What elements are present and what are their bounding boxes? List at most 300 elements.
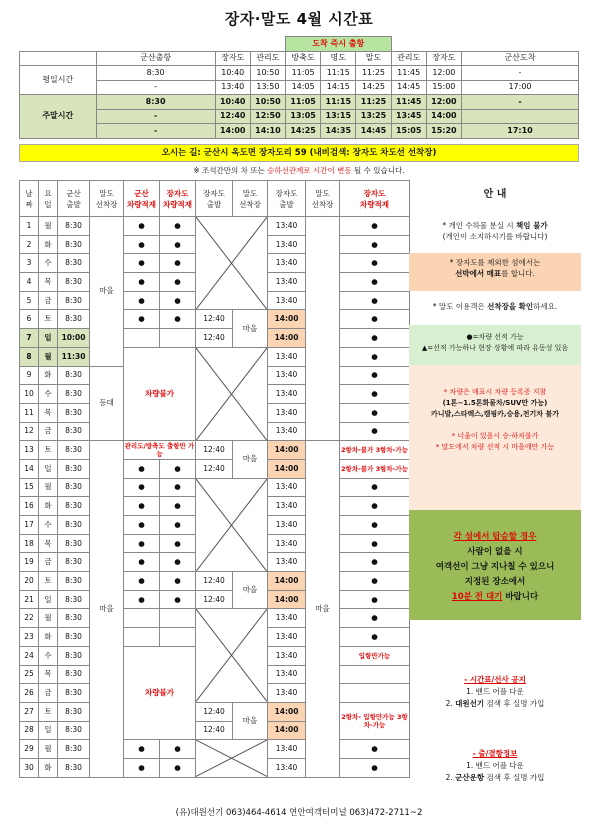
weekday-cell: 일	[39, 459, 58, 478]
weekday-row	[20, 66, 579, 81]
time-cell: 15:05	[391, 124, 426, 139]
jangja-departure-2: 14:00	[268, 721, 306, 740]
date-cell: 17	[20, 516, 39, 535]
notice-text: 바랍니다	[502, 592, 539, 602]
weekday-cell: 일	[39, 329, 58, 348]
time-cell: 14:25	[356, 80, 391, 95]
car-dot: ●	[340, 572, 410, 591]
weekday-cell: 수	[39, 516, 58, 535]
jangja-departure-2: 13:40	[268, 347, 306, 366]
time-cell: 13:25	[356, 109, 391, 124]
car-dot: ●	[160, 758, 196, 777]
notice-text: 검색 후 실명 가입	[484, 699, 545, 708]
date-cell: 3	[20, 254, 39, 273]
car-dot: ●	[160, 478, 196, 497]
departure-time-cell: 11:30	[58, 347, 90, 366]
time-cell: 10:40	[215, 95, 250, 110]
jangja-departure-2: 13:40	[268, 478, 306, 497]
car-dot: ●	[340, 273, 410, 292]
car-dot: ●	[124, 291, 160, 310]
jangja-departure-2: 13:40	[268, 291, 306, 310]
car-dot: ●	[160, 516, 196, 535]
time-cell: 14:00	[426, 109, 461, 124]
jangja-departure-2: 13:40	[268, 254, 306, 273]
schedule-header: 장자도 차량적재	[340, 181, 410, 217]
time-cell: -	[96, 109, 215, 124]
date-cell: 14	[20, 459, 39, 478]
notice-text: 지정된 장소에서	[464, 577, 526, 587]
car-dot: ●	[340, 628, 410, 647]
car-dot: ●	[160, 310, 196, 329]
dock-cell	[306, 217, 340, 441]
schedule-header: 장자도 출발	[196, 181, 233, 217]
car-empty	[124, 609, 160, 628]
car-restriction: 2항차-불가 3항차-가능	[340, 441, 410, 460]
car-dot: ●	[340, 329, 410, 348]
car-dot: ●	[124, 310, 160, 329]
notice-red: * 너울이 있을시 승·하차불가	[451, 432, 539, 440]
time-cell: 8:30	[96, 66, 215, 81]
car-dot: ●	[124, 273, 160, 292]
car-dot: ●	[340, 740, 410, 759]
time-cell: 12:00	[426, 66, 461, 81]
weekday-cell: 토	[39, 702, 58, 721]
notice-text: 2.	[445, 773, 456, 782]
schedule-header: 요 일	[39, 181, 58, 217]
top-header-row	[20, 51, 579, 66]
dock-cell: 등대	[90, 366, 124, 441]
time-cell: -	[461, 95, 578, 110]
notice-text: 검색 후 실명 가입	[484, 773, 545, 782]
departure-time-cell: 8:30	[58, 254, 90, 273]
time-cell: 14:05	[286, 80, 321, 95]
notice-text: 2.	[445, 699, 456, 708]
departure-time-cell: 8:30	[58, 684, 90, 703]
time-cell: 13:15	[321, 109, 356, 124]
weekday-label: 평일시간	[20, 66, 97, 95]
departure-time-cell: 8:30	[58, 740, 90, 759]
time-cell: 14:15	[321, 80, 356, 95]
departure-time-cell: 8:30	[58, 758, 90, 777]
car-not-allowed: 차량불가	[124, 646, 196, 739]
date-cell: 26	[20, 684, 39, 703]
weekday-cell: 금	[39, 553, 58, 572]
time-cell: 14:45	[391, 80, 426, 95]
departure-time-cell: 8:30	[58, 459, 90, 478]
jangja-departure-2: 13:40	[268, 403, 306, 422]
car-dot: ●	[160, 254, 196, 273]
notice-red: - 출/결항정보	[472, 749, 518, 758]
header-cell: 군산도착	[461, 51, 578, 66]
dock-cell: 마을	[306, 441, 340, 777]
car-restriction: 2항차- 입항만가능 3항차-가능	[340, 702, 410, 739]
weekday-cell: 화	[39, 758, 58, 777]
weekday-cell: 수	[39, 385, 58, 404]
time-cell: 13:45	[391, 109, 426, 124]
time-cell: 11:45	[391, 95, 426, 110]
departure-time-cell: 8:30	[58, 609, 90, 628]
note-text: 될 수 있습니다.	[351, 166, 405, 175]
jangja-departure-2: 13:40	[268, 646, 306, 665]
car-dot: ●	[340, 366, 410, 385]
weekday-cell: 월	[39, 478, 58, 497]
jangja-departure-2: 13:40	[268, 422, 306, 441]
car-dot: ●	[160, 572, 196, 591]
notice-maldo-dock	[409, 301, 581, 312]
schedule-row	[20, 478, 410, 497]
date-cell: 30	[20, 758, 39, 777]
car-dot: ●	[340, 217, 410, 236]
date-cell: 13	[20, 441, 39, 460]
notice-boarding	[409, 510, 581, 620]
notice-emphasis: 선착장을 확인	[487, 302, 534, 311]
car-restriction: 입항만가능	[340, 646, 410, 665]
header-cell: 관리도	[391, 51, 426, 66]
departure-time-cell: 8:30	[58, 366, 90, 385]
dock-cell: 마을	[90, 217, 124, 367]
dock-cell: 마을	[90, 441, 124, 777]
no-service-cross	[196, 348, 267, 440]
time-cell: 15:20	[426, 124, 461, 139]
departure-time-cell: 8:30	[58, 497, 90, 516]
notice-text: 여객선이 그냥 지나칠 수 있으니	[435, 562, 555, 572]
departure-time-cell: 8:30	[58, 590, 90, 609]
schedule-header: 말도 선착장	[306, 181, 340, 217]
time-cell: -	[461, 66, 578, 81]
weekday-cell: 화	[39, 235, 58, 254]
date-cell: 9	[20, 366, 39, 385]
jangja-departure-2: 13:40	[268, 273, 306, 292]
car-dot: ●	[340, 553, 410, 572]
weekend-row	[20, 124, 579, 139]
car-dot: ●	[160, 291, 196, 310]
no-service-cell	[196, 347, 268, 440]
header-cell: 군산출항	[96, 51, 215, 66]
header-cell: 장자도	[215, 51, 250, 66]
no-service-cross	[196, 740, 267, 776]
departure-time-cell: 8:30	[58, 516, 90, 535]
schedule-header: 장자도 차량적재	[160, 181, 196, 217]
header-cell: 말도	[356, 51, 391, 66]
date-cell: 29	[20, 740, 39, 759]
no-service-cross	[196, 217, 267, 309]
jangja-departure-2: 13:40	[268, 628, 306, 647]
weekday-cell: 수	[39, 646, 58, 665]
jangja-departure: 12:40	[196, 702, 233, 721]
jangja-departure: 12:40	[196, 721, 233, 740]
no-service-cell	[196, 478, 268, 571]
arrival-banner: 도착 즉시 출항	[286, 37, 392, 52]
date-cell: 28	[20, 721, 39, 740]
time-cell: 10:40	[215, 66, 250, 81]
weekday-cell: 토	[39, 572, 58, 591]
notice-emphasis: 대원선기	[455, 699, 485, 708]
jangja-departure-2: 14:00	[268, 310, 306, 329]
jangja-departure-2: 13:40	[268, 534, 306, 553]
schedule-header: 날 짜	[20, 181, 39, 217]
no-service-cell	[196, 217, 268, 310]
departure-time-cell: 8:30	[58, 665, 90, 684]
notice-vehicle	[409, 365, 581, 510]
jangja-departure: 12:40	[196, 441, 233, 460]
car-dot: ●	[124, 516, 160, 535]
car-dot: ●	[340, 590, 410, 609]
departure-time-cell: 8:30	[58, 478, 90, 497]
page-title: 장자·말도 4월 시간표	[224, 10, 374, 28]
date-cell: 11	[20, 403, 39, 422]
time-cell: 12:40	[215, 109, 250, 124]
jangja-departure-2: 14:00	[268, 702, 306, 721]
notice-luggage	[409, 220, 581, 242]
time-cell: 13:50	[250, 80, 285, 95]
weekday-cell: 토	[39, 310, 58, 329]
notice-title: 안 내	[483, 189, 507, 200]
header-cell: 장자도	[426, 51, 461, 66]
jangja-departure-2: 14:00	[268, 441, 306, 460]
car-dot: ●	[124, 590, 160, 609]
car-empty	[340, 665, 410, 684]
departure-time-cell: 8:30	[58, 441, 90, 460]
jangja-departure-2: 13:40	[268, 758, 306, 777]
time-cell: 12:50	[250, 109, 285, 124]
car-empty	[124, 628, 160, 647]
notice-emphasis: 선박에서 매표	[455, 269, 502, 278]
car-dot: ●	[160, 740, 196, 759]
departure-time-cell: 8:30	[58, 646, 90, 665]
car-dot: ●	[340, 478, 410, 497]
time-cell	[461, 109, 578, 124]
notice-panel	[409, 180, 581, 800]
car-dot: ●	[124, 217, 160, 236]
notice-emphasis: 책임 불가	[516, 221, 548, 230]
car-dot: ●	[340, 497, 410, 516]
time-cell: 17:10	[461, 124, 578, 139]
time-cell: 14:45	[356, 124, 391, 139]
car-dot: ●	[124, 478, 160, 497]
car-dot: ●	[160, 590, 196, 609]
date-cell: 8	[20, 347, 39, 366]
schedule-header: 군산 출발	[58, 181, 90, 217]
weekday-cell: 토	[39, 441, 58, 460]
jangja-departure-2: 13:40	[268, 235, 306, 254]
date-cell: 7	[20, 329, 39, 348]
weekday-cell: 일	[39, 721, 58, 740]
schedule-header: 군산 차량적재	[124, 181, 160, 217]
notice-text: * 장자도를 제외한 섬에서는	[449, 258, 541, 267]
departure-time-cell: 8:30	[58, 572, 90, 591]
jangja-departure-2: 13:40	[268, 609, 306, 628]
dock-cell: 마을	[233, 310, 268, 347]
departure-time-cell: 8:30	[58, 553, 90, 572]
schedule-header: 장자도 출발	[268, 181, 306, 217]
notice-ticketing	[409, 253, 581, 291]
weekday-cell: 화	[39, 497, 58, 516]
notice-text: * 개인 수하물 분실 시	[442, 221, 517, 230]
notice-band-operation	[409, 748, 581, 784]
car-dot: ●	[124, 235, 160, 254]
time-cell: 11:05	[286, 95, 321, 110]
time-cell: 11:45	[391, 66, 426, 81]
car-dot: ●	[160, 459, 196, 478]
departure-time-cell: 8:30	[58, 235, 90, 254]
jangja-departure-2: 14:00	[268, 459, 306, 478]
car-dot: ●	[340, 516, 410, 535]
time-cell: 17:00	[461, 80, 578, 95]
header-cell: 방축도	[286, 51, 321, 66]
jangja-departure-2: 14:00	[268, 329, 306, 348]
schedule-header: 말도 선착장	[90, 181, 124, 217]
car-dot: ●	[124, 497, 160, 516]
car-dot: ●	[160, 273, 196, 292]
jangja-departure: 12:40	[196, 459, 233, 478]
schedule-row	[20, 740, 410, 759]
car-empty	[160, 609, 196, 628]
weekday-cell: 금	[39, 684, 58, 703]
header-cell: 관리도	[250, 51, 285, 66]
notice-emphasis: 군산운항	[455, 773, 485, 782]
notice-red: - 시간표/선사 공지	[464, 675, 526, 684]
date-cell: 15	[20, 478, 39, 497]
car-dot: ●	[340, 291, 410, 310]
notice-text: 를 합니다.	[501, 269, 535, 278]
car-empty	[340, 684, 410, 703]
departure-time-cell: 8:30	[58, 273, 90, 292]
jangja-departure-2: 13:40	[268, 684, 306, 703]
time-cell: 11:05	[286, 66, 321, 81]
weekday-cell: 월	[39, 217, 58, 236]
weekday-cell: 화	[39, 628, 58, 647]
notice-emphasis: (1톤~1.5톤화물차/SUV만 가능)	[442, 399, 548, 407]
time-cell: 11:25	[356, 66, 391, 81]
car-dot: ●	[340, 758, 410, 777]
time-cell: 11:15	[321, 95, 356, 110]
time-cell: 14:10	[250, 124, 285, 139]
date-cell: 2	[20, 235, 39, 254]
car-not-allowed: 차량불가	[124, 347, 196, 440]
car-dot: ●	[340, 235, 410, 254]
time-cell: 14:00	[215, 124, 250, 139]
date-cell: 25	[20, 665, 39, 684]
jangja-departure-2: 14:00	[268, 572, 306, 591]
date-cell: 21	[20, 590, 39, 609]
address-banner: 오시는 길: 군산시 옥도면 장자도리 59 (내비검색: 장자도 차도선 선착장)	[19, 144, 579, 162]
weekend-row	[20, 95, 579, 110]
weekday-cell: 목	[39, 273, 58, 292]
car-dot: ●	[340, 534, 410, 553]
schedule-row	[20, 590, 410, 609]
car-empty	[160, 329, 196, 348]
jangja-departure-2: 13:40	[268, 665, 306, 684]
notice-red: 10분 전 대기	[451, 592, 503, 602]
jangja-departure-2: 14:00	[268, 590, 306, 609]
legend-dot-text: ●=차량 선적 가능	[466, 333, 524, 341]
time-cell: 12:00	[426, 95, 461, 110]
car-dot: ●	[340, 310, 410, 329]
schedule-row	[20, 217, 410, 236]
date-cell: 27	[20, 702, 39, 721]
car-dot: ●	[124, 740, 160, 759]
jangja-departure-2: 13:40	[268, 553, 306, 572]
departure-time-cell: 8:30	[58, 721, 90, 740]
no-service-cell	[196, 609, 268, 702]
weekday-row	[20, 80, 579, 95]
date-cell: 16	[20, 497, 39, 516]
jangja-departure-2: 13:40	[268, 497, 306, 516]
car-dot: ●	[340, 254, 410, 273]
date-cell: 10	[20, 385, 39, 404]
weekday-cell: 목	[39, 665, 58, 684]
car-dot: ●	[160, 553, 196, 572]
jangja-departure: 12:40	[196, 590, 233, 609]
dock-cell: 마을	[233, 702, 268, 739]
date-cell: 4	[20, 273, 39, 292]
car-restriction: 관리도/방축도 출항만 가능	[124, 442, 195, 459]
car-dot: ●	[124, 534, 160, 553]
note-text: ※ 조석간만의 차 또는	[193, 166, 268, 175]
departure-time-cell: 8:30	[58, 310, 90, 329]
jangja-departure: 12:40	[196, 310, 233, 329]
weekend-label: 주말시간	[20, 95, 97, 139]
car-dot: ●	[124, 758, 160, 777]
date-cell: 22	[20, 609, 39, 628]
time-change-note	[0, 165, 598, 176]
notice-emphasis: 카니발,스타렉스,캠핑카,승용,전기차 불가	[430, 410, 560, 418]
notice-legend	[409, 325, 581, 365]
car-dot: ●	[160, 534, 196, 553]
car-empty	[160, 628, 196, 647]
departure-time-cell: 8:30	[58, 628, 90, 647]
car-empty	[124, 329, 160, 348]
departure-time-cell: 8:30	[58, 385, 90, 404]
legend-triangle-text: ▲=선적 가능하나 현장 상황에 따라 유동성 있음	[421, 344, 569, 352]
weekend-row	[20, 109, 579, 124]
no-service-cell	[196, 740, 268, 777]
time-cell: -	[96, 124, 215, 139]
departure-time-cell: 8:30	[58, 534, 90, 553]
time-cell: 11:15	[321, 66, 356, 81]
date-cell: 12	[20, 422, 39, 441]
notice-text: 사람이 없을 시	[467, 547, 523, 557]
car-dot: ●	[160, 217, 196, 236]
time-cell: 13:40	[215, 80, 250, 95]
notice-text: * 말도 이용객은	[432, 302, 488, 311]
notice-red: 각 섬에서 탑승할 경우	[453, 532, 537, 542]
jangja-departure: 12:40	[196, 329, 233, 348]
date-cell: 20	[20, 572, 39, 591]
notice-red: * 차량은 매표시 차량 등록증 지참	[443, 388, 547, 396]
weekday-cell: 월	[39, 609, 58, 628]
time-cell: 15:00	[426, 80, 461, 95]
schedule-row	[20, 441, 410, 460]
schedule-row	[20, 329, 410, 348]
date-cell: 19	[20, 553, 39, 572]
no-service-cross	[196, 479, 267, 571]
car-dot: ●	[124, 572, 160, 591]
schedule-row	[20, 572, 410, 591]
car-dot: ●	[124, 254, 160, 273]
car-dot: ●	[340, 385, 410, 404]
jangja-departure-2: 13:40	[268, 740, 306, 759]
weekday-cell: 월	[39, 740, 58, 759]
car-restriction: 2항차-불가 3항차-가능	[340, 459, 410, 478]
car-dot: ●	[124, 553, 160, 572]
time-cell: 11:25	[356, 95, 391, 110]
schedule-row	[20, 459, 410, 478]
notice-text: 1. 밴드 어플 다운	[466, 761, 524, 770]
weekday-cell: 화	[39, 366, 58, 385]
car-dot: ●	[340, 347, 410, 366]
weekday-cell: 금	[39, 291, 58, 310]
